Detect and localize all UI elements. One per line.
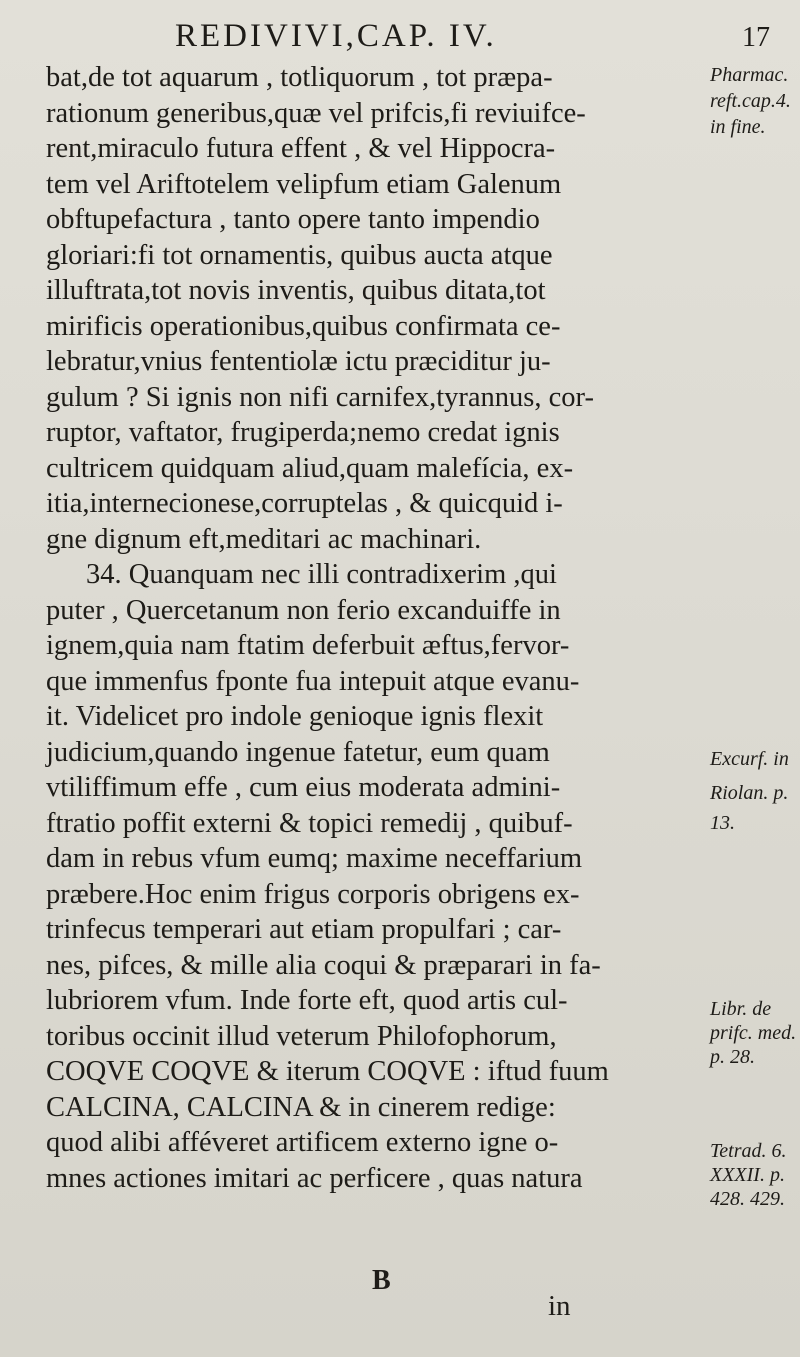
- text-line: gloriari:fi tot ornamentis, quibus aucta atque: [46, 239, 553, 271]
- page-header: [0, 18, 800, 62]
- text-line: tem vel Ariftotelem velipfum etiam Galenum: [46, 168, 562, 200]
- margin-note: 13.: [710, 812, 735, 834]
- text-line: præbere.Hoc enim frigus corporis obrigens ex-: [46, 878, 580, 910]
- text-line: gulum ? Si ignis non nifi carnifex,tyrannus, cor-: [46, 381, 594, 413]
- text-line: illuftrata,tot novis inventis, quibus ditata,tot: [46, 275, 546, 306]
- text-line: itia,internecionese,corruptelas , & quicquid i-: [46, 488, 563, 519]
- text-line: ftratio poffit externi & topici remedij , quibuf-: [46, 807, 573, 839]
- margin-note: XXXII. p.: [710, 1164, 785, 1186]
- paragraph-start-line: 34. Quanquam nec illi contradixerim ,qui: [86, 559, 557, 590]
- text-line: puter , Quercetanum non ferio excanduiffe in: [46, 594, 561, 626]
- text-line: mirificis operationibus,quibus confirmata ce-: [46, 310, 561, 342]
- margin-note: Excurf. in: [710, 748, 789, 770]
- text-line: dam in rebus vfum eumq; maxime neceffarium: [46, 843, 583, 874]
- text-line: nes, pifces, & mille alia coqui & præparari in fa-: [46, 949, 601, 981]
- text-line: que immenfus fponte fua intepuit atque evanu-: [46, 665, 580, 697]
- text-line: it. Videlicet pro indole genioque ignis flexit: [46, 701, 544, 732]
- text-line: COQVE COQVE & iterum COQVE : iftud fuum: [46, 1056, 609, 1087]
- page-number: 17: [742, 22, 770, 53]
- margin-note: Tetrad. 6.: [710, 1140, 787, 1162]
- margin-note: p. 28.: [710, 1046, 755, 1068]
- text-line: judicium,quando ingenue fatetur, eum quam: [46, 736, 550, 768]
- text-line: quod alibi afféveret artificem externo igne o-: [46, 1127, 559, 1158]
- margin-note: prifc. med.: [710, 1022, 797, 1044]
- margin-note: Pharmac.: [710, 64, 789, 86]
- margin-note: in fine.: [710, 116, 766, 138]
- text-line: rationum generibus,quæ vel prifcis,fi reviuifce-: [46, 97, 586, 129]
- text-line: ignem,quia nam ftatim deferbuit æftus,fervor-: [46, 630, 570, 661]
- text-line: vtiliffimum effe , cum eius moderata admini-: [46, 772, 561, 803]
- text-line: cultricem quidquam aliud,quam malefícia, ex-: [46, 452, 574, 484]
- text-line: mnes actiones imitari ac perficere , quas natura: [46, 1162, 583, 1194]
- text-line: trinfecus temperari aut etiam propulfari ; car-: [46, 914, 562, 945]
- body-text: [46, 60, 712, 1196]
- text-line: obftupefactura , tanto opere tanto impendio: [46, 204, 540, 235]
- running-head: REDIVIVI,CAP. IV.: [175, 18, 497, 54]
- text-line: lubriorem vfum. Inde forte eft, quod artis cul-: [46, 985, 568, 1016]
- text-line: ruptor, vaftator, frugiperda;nemo credat ignis: [46, 417, 560, 448]
- text-line: toribus occinit illud veterum Philofophorum,: [46, 1020, 557, 1052]
- text-line: CALCINA, CALCINA & in cinerem redige:: [46, 1091, 556, 1123]
- text-line: bat,de tot aquarum , totliquorum , tot præpa-: [46, 62, 553, 93]
- margin-note: 428. 429.: [710, 1188, 785, 1210]
- margin-note: Riolan. p.: [710, 782, 789, 804]
- catchword: in: [548, 1290, 571, 1322]
- text-line: lebratur,vnius fententiolæ ictu præciditur ju-: [46, 346, 551, 377]
- margin-note: reft.cap.4.: [710, 90, 791, 112]
- text-line: gne dignum eft,meditari ac machinari.: [46, 523, 482, 555]
- text-line: rent,miraculo futura effent , & vel Hippocra-: [46, 133, 556, 164]
- margin-note: Libr. de: [710, 998, 772, 1020]
- signature-mark: B: [372, 1265, 391, 1296]
